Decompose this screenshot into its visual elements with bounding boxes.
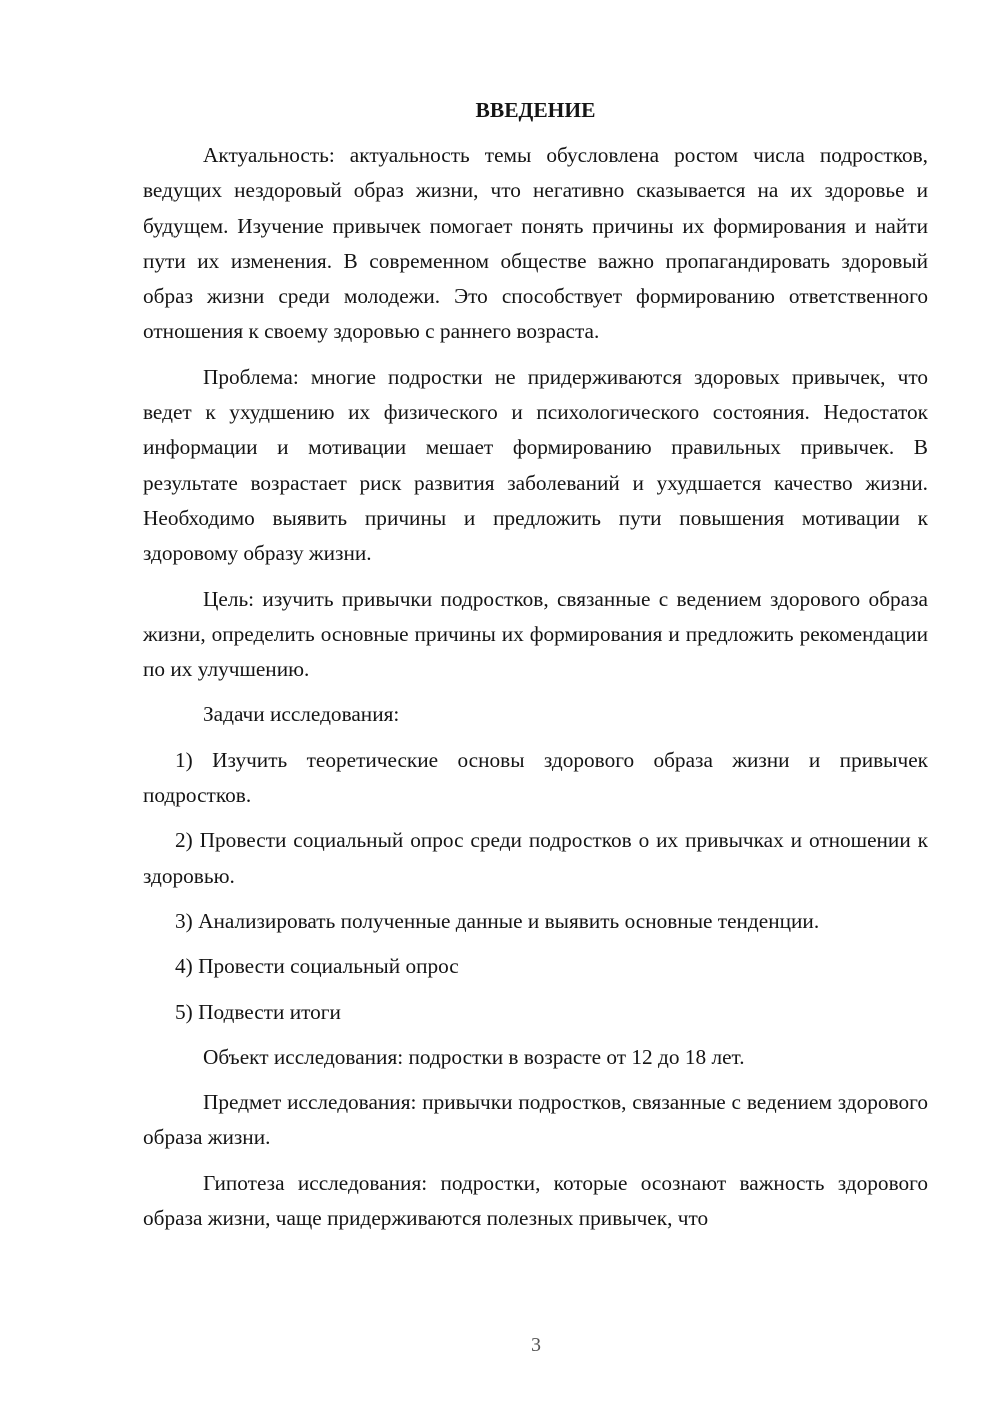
list-item: 2) Провести социальный опрос среди подростков о их привычках и отношении к здоровью. bbox=[143, 828, 928, 888]
page-number: 3 bbox=[531, 1334, 541, 1356]
section-heading: ВВЕДЕНИЕ bbox=[475, 98, 596, 122]
paragraph-object: Объект исследования: подростки в возрасте от 12 до 18 лет. bbox=[203, 1044, 745, 1069]
list-item: 1) Изучить теоретические основы здорового образа жизни и привычек подростков. bbox=[143, 747, 928, 808]
list-item: 5) Подвести итоги bbox=[175, 999, 341, 1024]
paragraph-goal: Цель: изучить привычки подростков, связанные с ведением здорового образа жизни, определить основные причины их формирования и предложить рекомендации по их улучшению. bbox=[143, 586, 928, 682]
paragraph-relevance: Актуальность: актуальность темы обусловлена ростом числа подростков, ведущих нездоровый образ жизни, что негативно сказывается на их здоровье и будущем. Изучение привычек помогает понять причины их формирования и найти пути их изменения. В современном обществе важно пропагандировать здоровый образ жизни среди молодежи. Это способствует формированию ответственного отношения к своему здоровью с раннего возраста. bbox=[143, 143, 928, 344]
document-page bbox=[143, 95, 928, 1236]
paragraph-hypothesis: Гипотеза исследования: подростки, которые осознают важность здорового образа жизни, чаще придерживаются полезных привычек, что bbox=[143, 1170, 928, 1231]
tasks-heading: Задачи исследования: bbox=[203, 702, 400, 727]
tasks-list bbox=[143, 743, 928, 1030]
list-item: 3) Анализировать полученные данные и выявить основные тенденции. bbox=[175, 908, 820, 933]
paragraph-problem: Проблема: многие подростки не придерживаются здоровых привычек, что ведет к ухудшению их физического и психологического состояния. Недостаток информации и мотивации мешает формированию правильных привычек. В результате возрастает риск развития заболеваний и ухудшается качество жизни. Необходимо выявить причины и предложить пути повышения мотивации к здоровому образу жизни. bbox=[143, 364, 928, 566]
paragraph-subject: Предмет исследования: привычки подростков, связанные с ведением здорового образа жизни. bbox=[143, 1090, 928, 1150]
list-item: 4) Провести социальный опрос bbox=[175, 954, 459, 979]
